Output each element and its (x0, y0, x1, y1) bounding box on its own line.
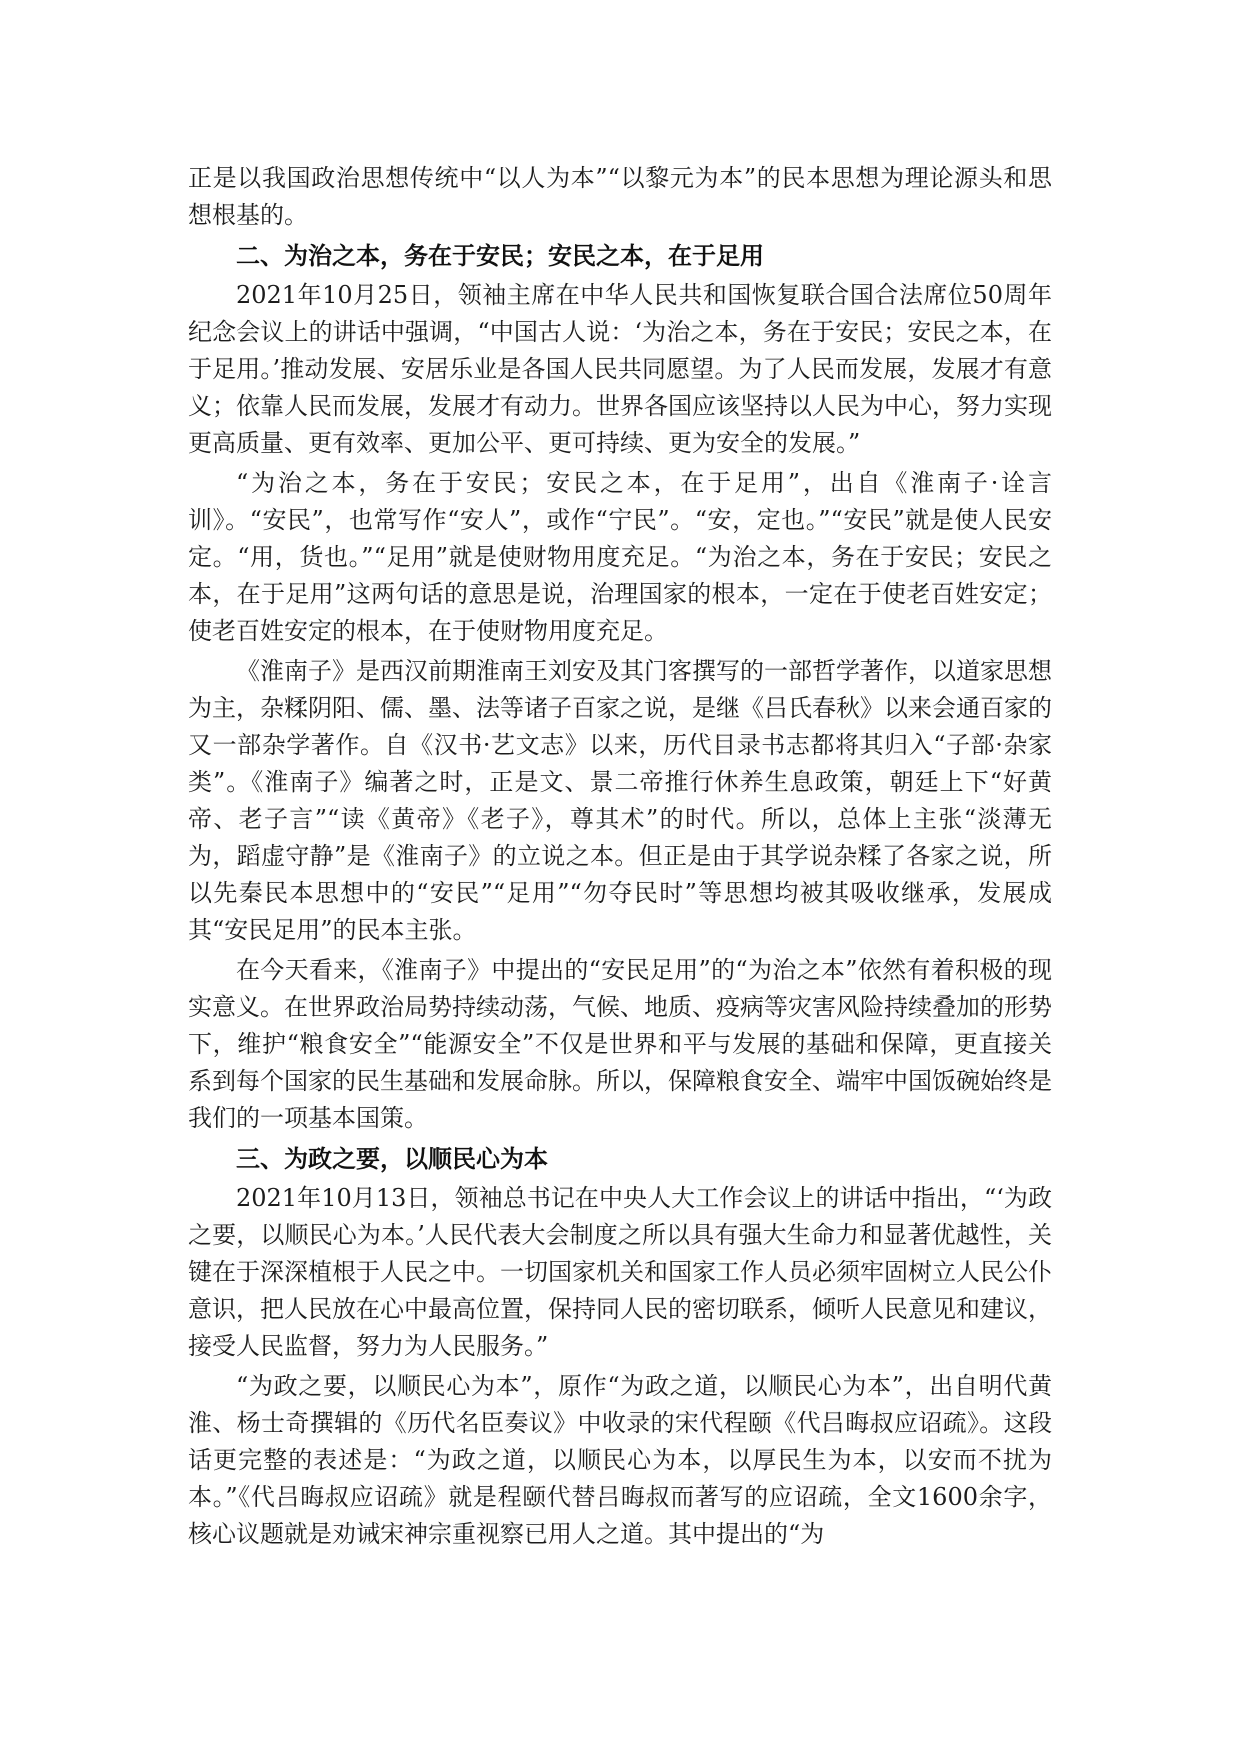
paragraph-huainanzi-background: 《淮南子》是西汉前期淮南王刘安及其门客撰写的一部哲学著作，以道家思想为主，杂糅阴阳、儒、墨、法等诸子百家之说，是继《吕氏春秋》以来会通百家的又一部杂学著作。自《汉书·艺文志》以来，历代目录书志都将其归入“子部·杂家类”。《淮南子》编著之时，正是文、景二帝推行休养生息政策，朝廷上下“好黄帝、老子言”“读《黄帝》《老子》，尊其术”的时代。所以，总体上主张“淡薄无为，蹈虚守静”是《淮南子》的立说之本。但正是由于其学说杂糅了各家之说，所以先秦民本思想中的“安民”“足用”“勿夺民时”等思想均被其吸收继承，发展成其“安民足用”的民本主张。 (188, 657, 1052, 944)
paragraph-intro: 正是以我国政治思想传统中“以人为本”“以黎元为本”的民本思想为理论源头和思想根基的。 (188, 164, 1052, 229)
paragraph-speech-2021-10-25: 2021年10月25日，领袖主席在中华人民共和国恢复联合国合法席位50周年纪念会议上的讲话中强调，“中国古人说：‘为治之本，务在于安民；安民之本，在于足用。’推动发展、安居乐业是各国人民共同愿望。为了人民而发展，发展才有意义；依靠人民而发展，发展才有动力。世界各国应该坚持以人民为中心，努力实现更高质量、更有效率、更加公平、更可持续、更为安全的发展。” (188, 281, 1052, 457)
document-body (188, 160, 1052, 1556)
paragraph-speech-2021-10-13: 2021年10月13日，领袖总书记在中央人大工作会议上的讲话中指出，“‘为政之要，以顺民心为本。’人民代表大会制度之所以具有强大生命力和显著优越性，关键在于深深植根于人民之中。一切国家机关和国家工作人员必须牢固树立人民公仆意识，把人民放在心中最高位置，保持同人民的密切联系，倾听人民意见和建议，接受人民监督，努力为人民服务。” (188, 1184, 1052, 1360)
paragraph-chengyi-origin: “为政之要，以顺民心为本”，原作“为政之道，以顺民心为本”，出自明代黄淮、杨士奇撰辑的《历代名臣奏议》中收录的宋代程颐《代吕晦叔应诏疏》。这段话更完整的表述是：“为政之道，以顺民心为本，以厚民生为本，以安而不扰为本。”《代吕晦叔应诏疏》就是程颐代替吕晦叔而著写的应诏疏，全文1600余字，核心议题就是劝诫宋神宗重视察已用人之道。其中提出的“为 (188, 1372, 1052, 1548)
paragraph-modern-significance: 在今天看来，《淮南子》中提出的“安民足用”的“为治之本”依然有着积极的现实意义。在世界政治局势持续动荡，气候、地质、疫病等灾害风险持续叠加的形势下，维护“粮食安全”“能源安全”不仅是世界和平与发展的基础和保障，更直接关系到每个国家的民生基础和发展命脉。所以，保障粮食安全、端牢中国饭碗始终是我们的一项基本国策。 (188, 956, 1052, 1132)
section-heading-two: 二、为治之本，务在于安民；安民之本，在于足用 (236, 241, 764, 270)
paragraph-huainanzi-origin: “为治之本，务在于安民；安民之本，在于足用”，出自《淮南子·诠言训》。“安民”，也常写作“安人”，或作“宁民”。“安，定也。”“安民”就是使人民安定。“用，货也。”“足用”就是使财物用度充足。“为治之本，务在于安民；安民之本，在于足用”这两句话的意思是说，治理国家的根本，一定在于使老百姓安定；使老百姓安定的根本，在于使财物用度充足。 (188, 469, 1052, 645)
section-heading-three: 三、为政之要，以顺民心为本 (236, 1144, 548, 1173)
